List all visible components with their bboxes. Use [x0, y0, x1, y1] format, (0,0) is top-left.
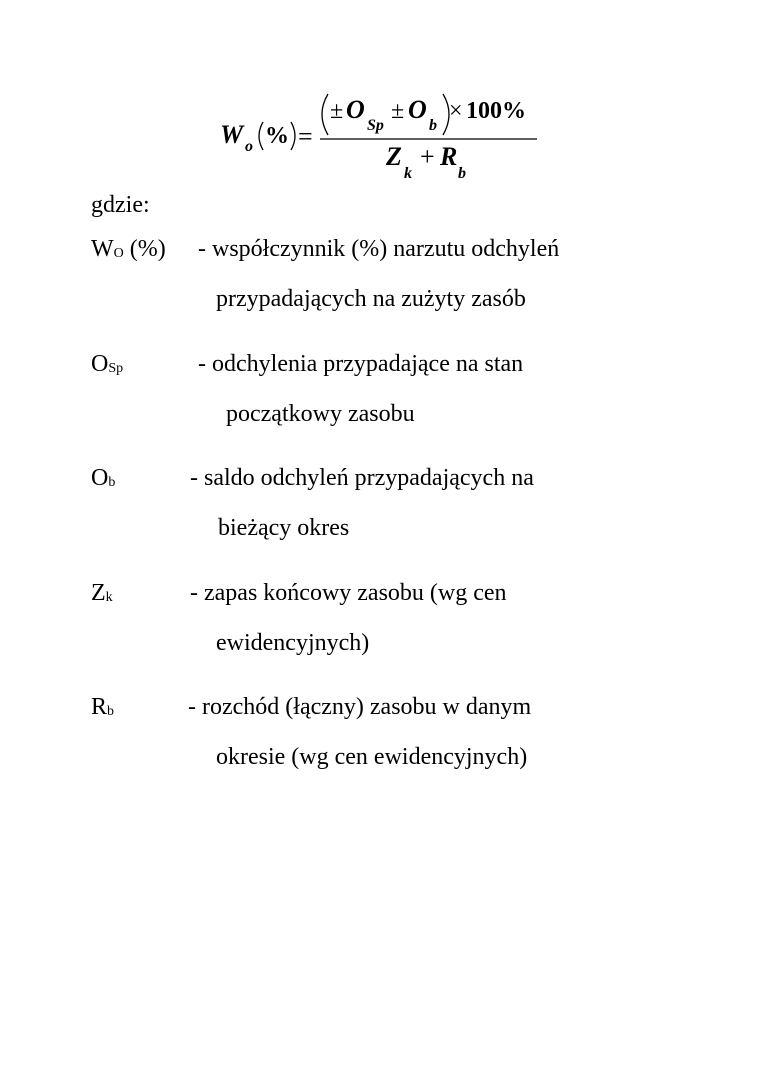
definition-line-1: - odchylenia przypadające na stan — [198, 351, 524, 377]
o-sp-subscript: Sp — [367, 117, 384, 134]
hundred-percent: 100% — [466, 98, 526, 124]
definition-symbol: $O_{Sp}$ — [91, 351, 124, 377]
definition-subscript: b — [107, 704, 115, 719]
definition-line-1: - rozchód (łączny) zasobu w danym — [188, 694, 532, 720]
plus-minus-1: ± — [330, 98, 344, 124]
definition-subscript: O — [113, 246, 124, 261]
o-b-symbol: O — [408, 95, 427, 124]
definition-line-1: - współczynnik (%) narzutu odchyleń — [198, 236, 560, 262]
plus-sign: + — [420, 142, 435, 171]
definition-line-1: - zapas końcowy zasobu (wg cen — [190, 580, 507, 606]
definition-subscript: Sp — [108, 361, 124, 376]
o-b-subscript: b — [429, 117, 437, 134]
lhs-subscript: o — [245, 138, 253, 155]
definition-symbol: $R_b$ — [91, 694, 115, 720]
definition-symbol: $O_b$ — [91, 465, 116, 491]
lhs-symbol: W — [220, 120, 244, 149]
definition-line-2: ewidencyjnych) — [216, 630, 370, 656]
definition-subscript: b — [108, 475, 116, 490]
definition-symbol: $W_O$ (%) — [91, 236, 166, 262]
intro-text: gdzie: — [91, 192, 150, 218]
r-b-symbol: R — [440, 142, 458, 171]
definition-line-2: początkowy zasobu — [226, 401, 415, 427]
o-sp-symbol: O — [346, 95, 365, 124]
equals-sign: = — [298, 122, 313, 151]
plus-minus-2: ± — [391, 98, 405, 124]
z-k-symbol: Z — [386, 142, 402, 171]
definition-line-2: bieżący okres — [218, 515, 350, 541]
formula — [0, 0, 760, 185]
times-sign: × — [449, 98, 463, 124]
formula-graphic — [0, 0, 760, 185]
definition-line-2: przypadających na zużyty zasób — [216, 286, 526, 312]
numerator-left-paren — [322, 94, 328, 135]
definition-symbol: $Z_k$ — [91, 580, 113, 606]
definition-subscript: k — [105, 590, 113, 605]
lhs-left-paren — [259, 122, 263, 150]
lhs-percent: % — [265, 123, 289, 149]
definition-line-2: okresie (wg cen ewidencyjnych) — [216, 744, 528, 770]
definition-line-1: - saldo odchyleń przypadających na — [190, 465, 534, 491]
r-b-subscript: b — [458, 165, 466, 182]
z-k-subscript: k — [404, 165, 412, 182]
lhs-right-paren — [291, 122, 295, 150]
